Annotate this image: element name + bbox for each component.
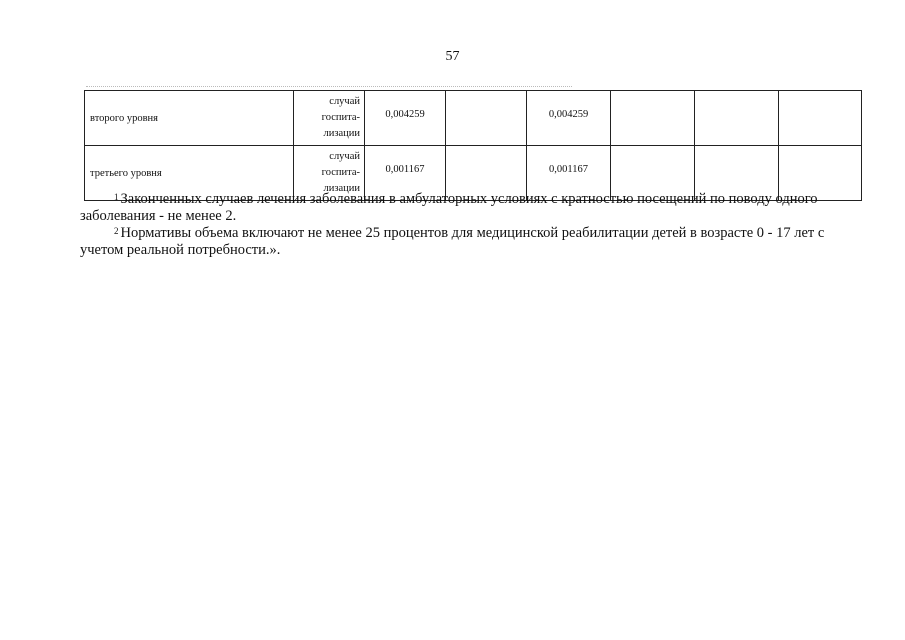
footnotes (80, 191, 865, 259)
footnote-2 (80, 225, 865, 259)
unit-line: случай (329, 96, 360, 107)
level-cell: третьего уровня (85, 146, 294, 201)
top-rule (86, 86, 572, 87)
unit-line: лизации (323, 183, 360, 194)
volume-norms-table (84, 90, 862, 201)
value-cell (527, 91, 611, 146)
unit-line: случай (329, 151, 360, 162)
page-number: 57 (445, 49, 460, 64)
value-text: 0,001167 (549, 163, 588, 175)
value-text: 0,001167 (385, 163, 425, 175)
value-cell (446, 91, 527, 146)
unit-line: госпита- (321, 112, 360, 123)
footnote-1 (80, 191, 865, 225)
footnote-marker: 2 (114, 226, 119, 236)
unit-line: лизации (323, 128, 360, 139)
table-row (85, 91, 862, 146)
value-text: 0,004259 (548, 108, 589, 120)
footnote-marker: 1 (114, 192, 119, 202)
value-cell (365, 91, 446, 146)
footnote-text: Законченных случаев лечения заболевания в амбулаторных условиях с кратностью посещений по поводу одного заболевания - не менее 2. (80, 191, 818, 224)
empty-cell (611, 91, 695, 146)
unit-line: госпита- (321, 167, 360, 178)
empty-cell (779, 91, 862, 146)
unit-cell (294, 91, 365, 146)
value-text: 0,004259 (385, 108, 425, 120)
level-cell: второго уровня (85, 91, 294, 146)
empty-cell (695, 91, 779, 146)
footnote-text: Нормативы объема включают не менее 25 процентов для медицинской реабилитации детей в возрасте 0 - 17 лет с учетом реальной потребности.». (80, 225, 825, 258)
